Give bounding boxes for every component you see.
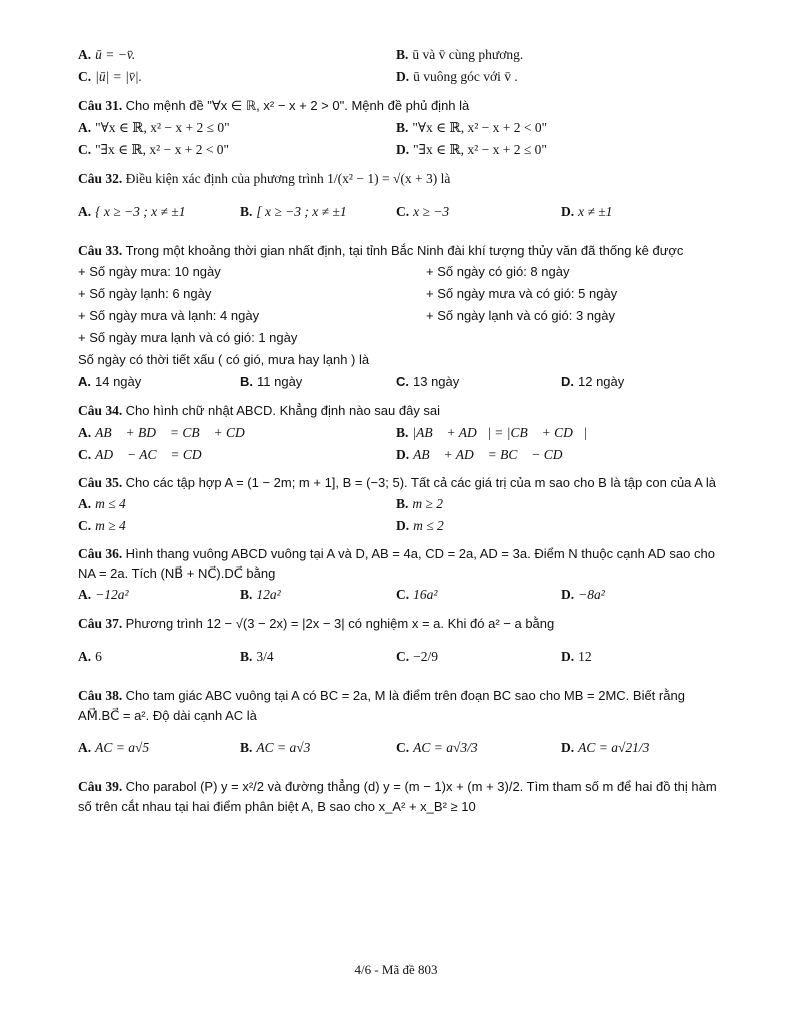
- q33-option-a: A. 14 ngày: [78, 374, 142, 389]
- prev-option-d: D. ū vuông góc với v̄ .: [396, 69, 518, 84]
- q31-options-row-1: [78, 117, 718, 139]
- q37-options-row: [78, 635, 718, 679]
- q31-option-c: C. "∃x ∈ ℝ, x² − x + 2 < 0": [78, 142, 230, 157]
- q35-option-d: D. m ≤ 2: [396, 518, 444, 533]
- q33-options-row: [78, 371, 718, 393]
- q33-facts-row-1: [78, 261, 718, 283]
- question-33: Câu 33. Trong một khoảng thời gian nhất định, tại tỉnh Bắc Ninh đài khí tượng thủy văn đã thống kê được: [78, 243, 684, 258]
- q33-fact: + Số ngày mưa và có gió: 5 ngày: [426, 286, 618, 301]
- q38-option-a: A. AC = a√5: [78, 740, 150, 755]
- page-footer: 4/6 - Mã đề 803: [354, 962, 438, 977]
- q34-option-d: D. AB⃗ + AD⃗ = BC⃗ − CD⃗: [396, 447, 573, 462]
- q34-options-row-1: [78, 422, 718, 444]
- q36-option-d: D. −8a²: [561, 587, 605, 602]
- question-32: Câu 32. Điều kiện xác định của phương trình 1/(x² − 1) = √(x + 3) là: [78, 171, 451, 186]
- q34-option-c: C. AD⃗ − AC⃗ = CD⃗: [78, 447, 213, 462]
- q33-facts-row-4: [78, 327, 718, 349]
- q34-option-b: B. |AB⃗ + AD⃗| = |CB⃗ + CD⃗|: [396, 425, 588, 440]
- question-34: Câu 34. Cho hình chữ nhật ABCD. Khẳng định nào sau đây sai: [78, 403, 441, 418]
- q37-option-b: B. 3/4: [240, 649, 274, 664]
- q34-option-a: A. AB⃗ + BD⃗ = CB⃗ + CD⃗: [78, 425, 256, 440]
- q36-options-row: [78, 584, 718, 606]
- q31-option-b: B. "∀x ∈ ℝ, x² − x + 2 < 0": [396, 120, 548, 135]
- question-36: Câu 36. Hình thang vuông ABCD vuông tại A và D, AB = 4a, CD = 2a, AD = 3a. Điểm N thuộc cạnh AD sao cho NA = 2a. Tích (NB⃗ + NC⃗).DC⃗ bằng: [78, 546, 715, 581]
- q32-option-d: D. x ≠ ±1: [561, 204, 613, 219]
- q31-option-d: D. "∃x ∈ ℝ, x² − x + 2 ≤ 0": [396, 142, 547, 157]
- q33-fact: + Số ngày mưa và lạnh: 4 ngày: [78, 308, 260, 323]
- q33-facts-row-2: [78, 283, 718, 305]
- q37-option-c: C. −2/9: [396, 649, 438, 664]
- q31-options-row-2: [78, 139, 718, 161]
- prev-option-a: A. ū = −v̄.: [78, 47, 136, 62]
- question-37: Câu 37. Phương trình 12 − √(3 − 2x) = |2x − 3| có nghiệm x = a. Khi đó a² − a bằng: [78, 616, 555, 631]
- q33-option-b: B. 11 ngày: [240, 374, 303, 389]
- q38-options-row: [78, 726, 718, 770]
- question-31: Câu 31. Cho mệnh đề "∀x ∈ ℝ, x² − x + 2 > 0". Mệnh đề phủ định là: [78, 98, 470, 113]
- q34-options-row-2: [78, 444, 718, 466]
- q31-option-a: A. "∀x ∈ ℝ, x² − x + 2 ≤ 0": [78, 120, 230, 135]
- q33-question-line: Số ngày có thời tiết xấu ( có gió, mưa hay lạnh ) là: [78, 352, 370, 367]
- q32-options-row: [78, 190, 718, 234]
- q33-fact: + Số ngày lạnh: 6 ngày: [78, 286, 212, 301]
- q33-option-c: C. 13 ngày: [396, 374, 460, 389]
- q33-fact: + Số ngày có gió: 8 ngày: [426, 264, 570, 279]
- prev-option-c: C. |ū| = |v̄|.: [78, 69, 142, 84]
- question-35: Câu 35. Cho các tập hợp A = (1 − 2m; m + 1], B = (−3; 5). Tất cả các giá trị của m sao cho B là tập con của A là: [78, 475, 716, 490]
- q38-option-c: C. AC = a√3/3: [396, 740, 478, 755]
- q38-option-b: B. AC = a√3: [240, 740, 311, 755]
- prev-options-row-1: [78, 44, 718, 66]
- q36-option-c: C. 16a²: [396, 587, 438, 602]
- question-39: Câu 39. Cho parabol (P) y = x²/2 và đường thẳng (d) y = (m − 1)x + (m + 3)/2. Tìm tham số m để hai đồ thị hàm số trên cắt nhau tại hai điểm phân biệt A, B sao cho x_A² + x_B² ≥ 10: [78, 779, 717, 814]
- q33-option-d: D. 12 ngày: [561, 374, 625, 389]
- q35-option-a: A. m ≤ 4: [78, 496, 126, 511]
- q36-option-b: B. 12a²: [240, 587, 281, 602]
- q35-options-row-2: [78, 515, 718, 537]
- q33-fact: + Số ngày lạnh và có gió: 3 ngày: [426, 308, 615, 323]
- exam-page: [78, 44, 718, 817]
- q32-option-a: A. { x ≥ −3 ; x ≠ ±1: [78, 204, 186, 219]
- prev-option-b: B. ū và v̄ cùng phương.: [396, 47, 524, 62]
- q35-option-c: C. m ≥ 4: [78, 518, 126, 533]
- q32-option-c: C. x ≥ −3: [396, 204, 450, 219]
- prev-options-row-2: [78, 66, 718, 88]
- q33-fact: + Số ngày mưa lạnh và có gió: 1 ngày: [78, 330, 298, 345]
- q33-facts-row-3: [78, 305, 718, 327]
- q37-option-d: D. 12: [561, 649, 592, 664]
- q35-options-row-1: [78, 493, 718, 515]
- q37-option-a: A. 6: [78, 649, 102, 664]
- q32-option-b: B. [ x ≥ −3 ; x ≠ ±1: [240, 204, 347, 219]
- q36-option-a: A. −12a²: [78, 587, 129, 602]
- q33-fact: + Số ngày mưa: 10 ngày: [78, 264, 221, 279]
- q38-option-d: D. AC = a√21/3: [561, 740, 650, 755]
- q35-option-b: B. m ≥ 2: [396, 496, 444, 511]
- question-38: Câu 38. Cho tam giác ABC vuông tại A có BC = 2a, M là điểm trên đoạn BC sao cho MB = 2MC. Biết rằng AM⃗.BC⃗ = a². Độ dài cạnh AC là: [78, 688, 685, 723]
